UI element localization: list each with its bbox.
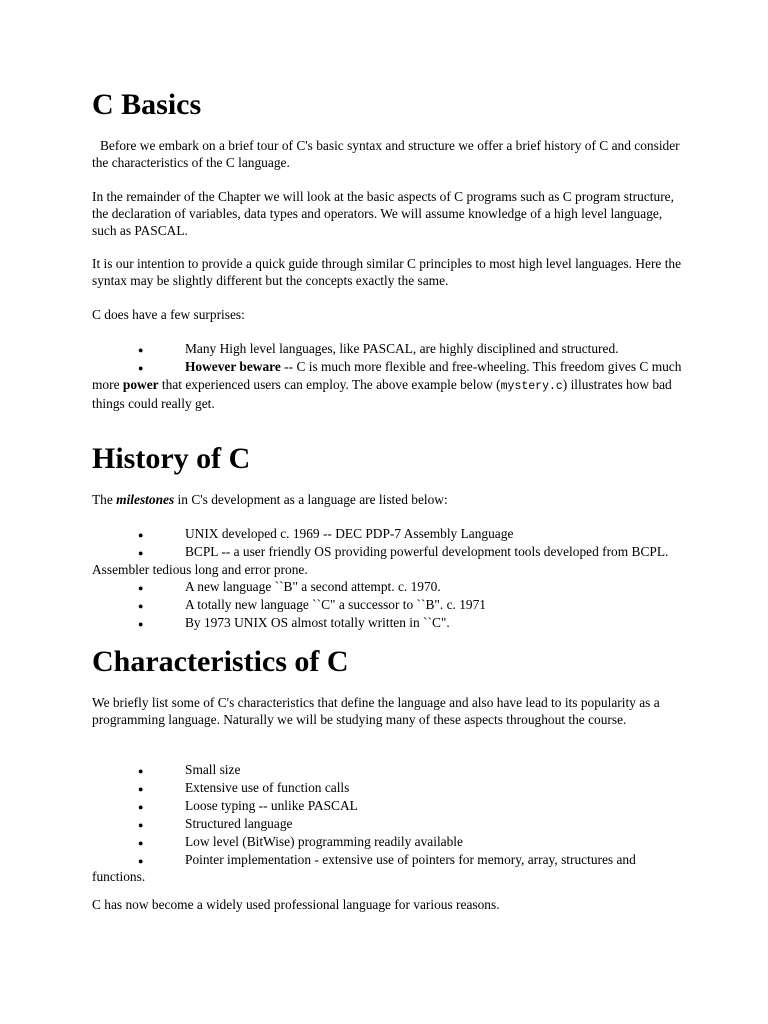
paragraph-remainder: In the remainder of the Chapter we will look at the basic aspects of C programs such as C program structure, the declaration of variables, data types and operators. We will assume knowledge of a high level language, such as PASCAL. [92,189,674,238]
bullet-icon: ● [138,783,144,794]
list-item-text: Many High level languages, like PASCAL, are highly disciplined and structured. [185,341,619,356]
list-item-text: A totally new language ``C" a successor to ``B". c. 1971 [185,596,486,612]
list-item-text: Pointer implementation - extensive use of pointers for memory, array, structures and functions. [92,851,636,885]
code-filename: mystery.c [500,379,563,393]
list-item [92,816,682,834]
text-span: in C's development as a language are listed below: [174,492,448,507]
list-item [92,579,682,597]
list-item-text: A new language ``B" a second attempt. c. 1970. [185,578,441,594]
list-item [92,834,682,852]
list-item [92,780,682,798]
list-item [92,798,682,816]
power-text: power [122,376,159,392]
bullet-icon: ● [138,362,144,373]
list-item-text: that experienced users can employ. The above example below ( [158,376,501,392]
list-item-text: Small size [185,762,241,777]
bullet-icon: ● [138,819,144,830]
bullet-icon: ● [138,547,144,558]
heading-history: History of C [92,442,251,475]
bullet-icon: ● [138,801,144,812]
however-beware-text: However beware [185,358,281,374]
list-history [92,526,682,632]
paragraph-intention: It is our intention to provide a quick guide through similar C principles to most high level languages. Here the syntax may be slightly different but the concepts exactly the same. [92,256,682,288]
paragraph-closing: C has now become a widely used professional language for various reasons. [92,897,500,912]
bullet-icon: ● [138,600,144,611]
list-item [92,359,682,413]
bullet-icon: ● [138,766,144,776]
list-item [92,852,682,887]
bullet-icon: ● [138,345,144,355]
list-item [92,762,682,780]
list-item-text: Low level (BitWise) programming readily available [185,833,463,849]
list-item-text: Extensive use of function calls [185,779,350,795]
heading-characteristics: Characteristics of C [92,645,349,678]
paragraph-surprises: C does have a few surprises: [92,307,245,322]
list-item-text: Structured language [185,815,293,831]
list-item [92,341,682,359]
bullet-icon: ● [138,618,144,629]
list-item-text: By 1973 UNIX OS almost totally written in ``C". [185,614,450,630]
list-item-text: UNIX developed c. 1969 -- DEC PDP-7 Assembly Language [185,526,514,541]
list-item-text: BCPL -- a user friendly OS providing powerful development tools developed from BCPL. Assembler tedious long and error prone. [92,543,669,577]
bullet-icon: ● [138,837,144,848]
list-characteristics [92,762,682,886]
list-item [92,615,682,633]
list-item [92,597,682,615]
bullet-icon: ● [138,582,144,593]
list-item-text: -- C is much more flexible and free-wheeling. This freedom gives C much more [92,358,682,392]
paragraph-intro: Before we embark on a brief tour of C's basic syntax and structure we offer a brief history of C and consider the characteristics of the C language. [92,138,680,170]
heading-c-basics: C Basics [92,88,202,121]
bullet-icon: ● [138,530,144,540]
list-item [92,526,682,544]
list-item-text: Loose typing -- unlike PASCAL [185,797,358,813]
paragraph-characteristics: We briefly list some of C's characteristics that define the language and also have lead to its popularity as a programming language. Naturally we will be studying many of these aspects throughout the course. [92,695,660,727]
paragraph-milestones [92,492,682,509]
text-span: The [92,492,117,507]
list-surprises [92,341,682,413]
list-item-text: ) illustrates how bad things could really get. [92,376,672,411]
bullet-icon: ● [138,855,144,866]
list-item [92,544,682,579]
milestones-text: milestones [116,492,175,507]
